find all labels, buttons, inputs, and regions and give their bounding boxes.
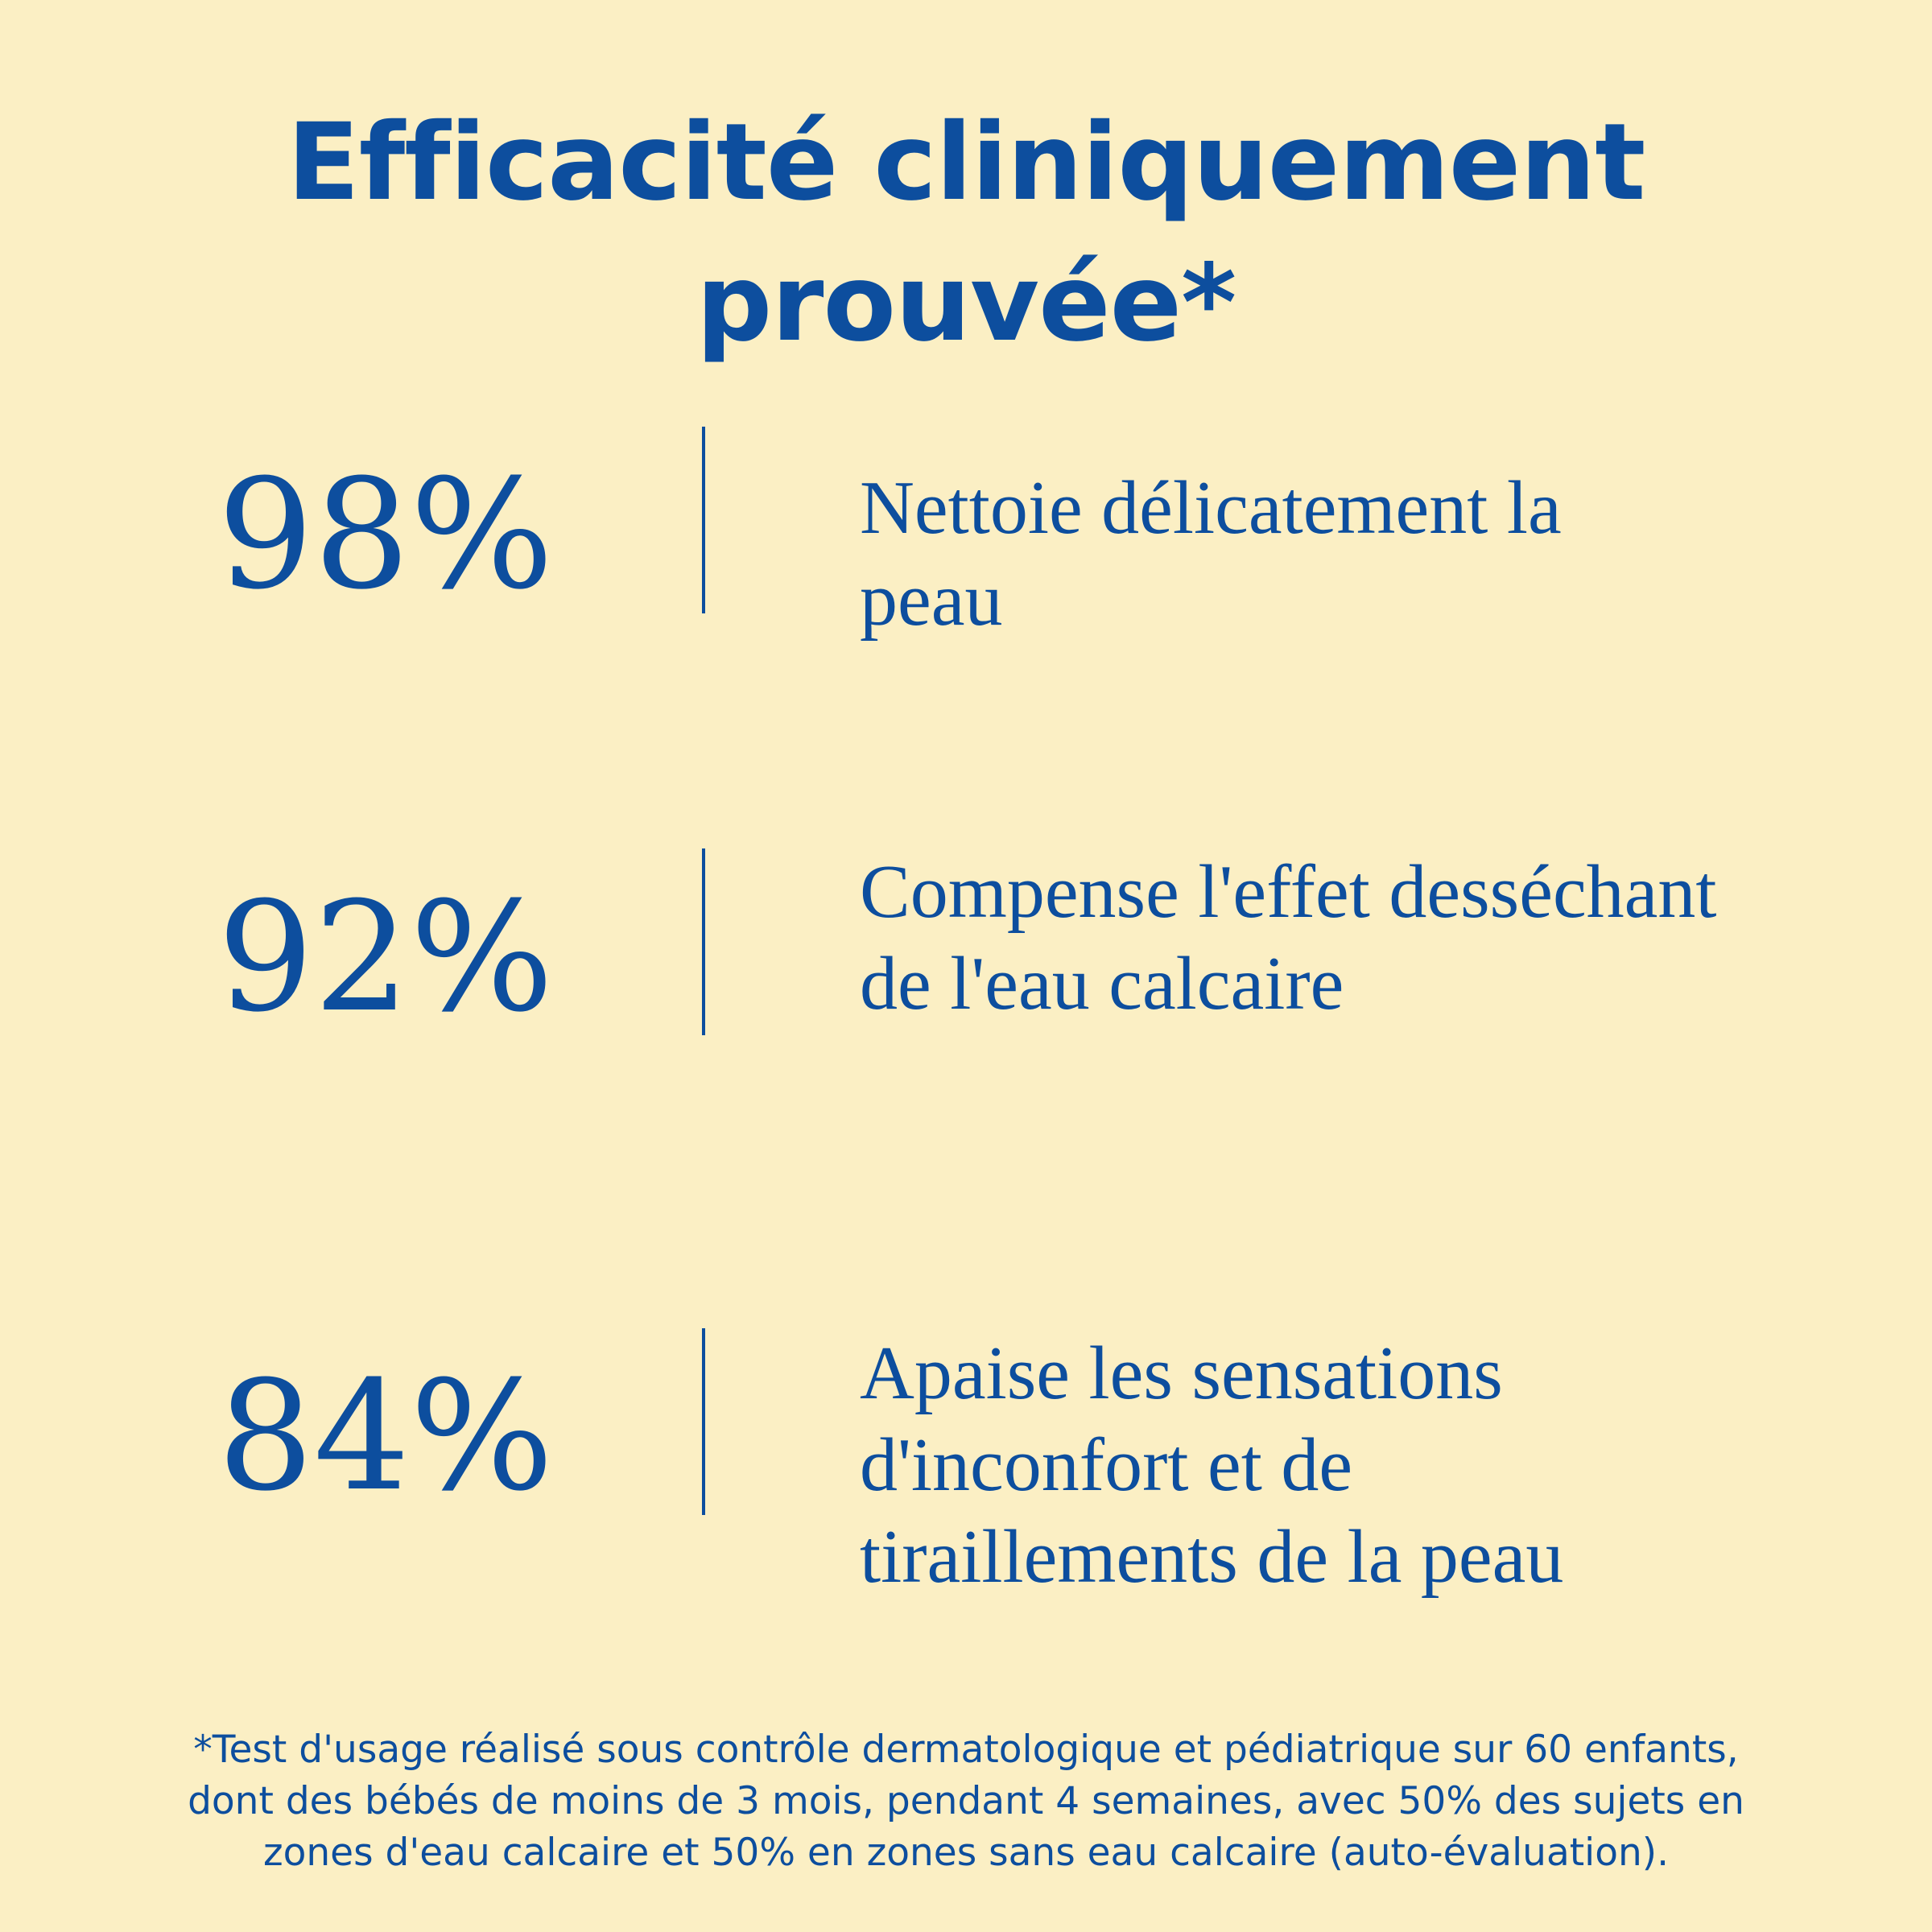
stat-3-description-line-3: tiraillements de la peau [860, 1515, 1564, 1599]
stat-2-divider [702, 848, 705, 1035]
page-title-line-2: prouvée* [696, 242, 1236, 365]
stat-2-description [860, 846, 1906, 1030]
footnote-line-3: zones d'eau calcaire et 50% en zones sans eau calcaire (auto-évaluation). [262, 1831, 1670, 1875]
stat-2-description-line-1: Compense l'effet desséchant [860, 850, 1717, 934]
stat-3-description-line-2: d'inconfort et de [860, 1423, 1353, 1507]
footnote [48, 1724, 1884, 1879]
stat-1-description-line-1: Nettoie délicatement la [860, 466, 1562, 550]
stat-3-description [860, 1327, 1906, 1603]
stat-2-percent: 92% [217, 869, 554, 1046]
stat-1-percent: 98% [217, 447, 554, 623]
stat-1-divider [702, 427, 705, 613]
stat-1-description-line-2: peau [860, 558, 1003, 642]
footnote-line-2: dont des bébés de moins de 3 mois, pendant 4 semaines, avec 50% des sujets en [188, 1779, 1744, 1823]
stat-3-divider [702, 1328, 705, 1515]
page-title-line-1: Efficacité cliniquement [287, 101, 1645, 225]
stat-2-description-line-2: de l'eau calcaire [860, 942, 1344, 1026]
footnote-line-1: *Test d'usage réalisé sous contrôle dermatologique et pédiatrique sur 60 enfants, [193, 1728, 1739, 1772]
page-title [0, 93, 1932, 374]
stat-3-percent: 84% [217, 1348, 554, 1525]
stat-3-description-line-1: Apaise les sensations [860, 1331, 1503, 1415]
stat-1-description [860, 462, 1906, 646]
